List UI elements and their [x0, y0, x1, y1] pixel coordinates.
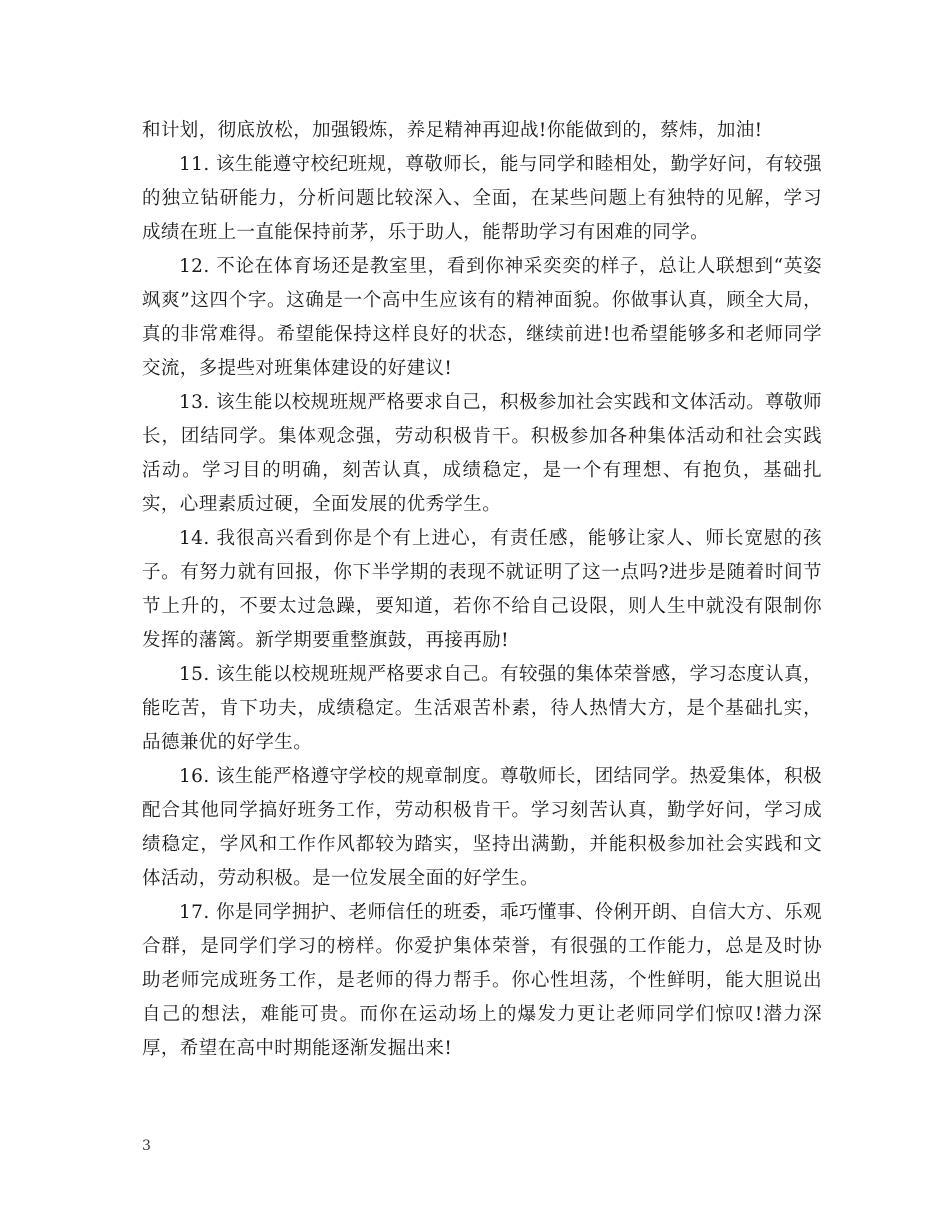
page-number: 3 [142, 1138, 151, 1154]
paragraph-item-16: 16. 该生能严格遵守学校的规章制度。尊敬师长，团结同学。热爱集体，积极配合其他同学搞好班务工作，劳动积极肯干。学习刻苦认真，勤学好问，学习成绩稳定，学风和工作作风都较为踏实，坚持出满勤，并能积极参加社会实践和文体活动，劳动积极。是一位发展全面的好学生。 [142, 766, 822, 889]
paragraph-item-12: 12. 不论在体育场还是教室里，看到你神采奕奕的样子，总让人联想到“英姿飒爽”这四个字。这确是一个高中生应该有的精神面貌。你做事认真，顾全大局，真的非常难得。希望能保持这样良好的状态，继续前进!也希望能够多和老师同学交流，多提些对班集体建设的好建议! [142, 256, 822, 379]
paragraph-item-11: 11. 该生能遵守校纪班规，尊敬师长，能与同学和睦相处，勤学好问，有较强的独立钻研能力，分析问题比较深入、全面，在某些问题上有独特的见解，学习成绩在班上一直能保持前茅，乐于助人，能帮助学习有困难的同学。 [142, 154, 822, 243]
paragraph-item-13: 13. 该生能以校规班规严格要求自己，积极参加社会实践和文体活动。尊敬师长，团结同学。集体观念强，劳动积极肯干。积极参加各种集体活动和社会实践活动。学习目的明确，刻苦认真，成绩稳定，是一个有理想、有抱负，基础扎实，心理素质过硬，全面发展的优秀学生。 [142, 392, 822, 515]
document-body [142, 114, 822, 1066]
paragraph-item-15: 15. 该生能以校规班规严格要求自己。有较强的集体荣誉感，学习态度认真，能吃苦，肯下功夫，成绩稳定。生活艰苦朴素，待人热情大方，是个基础扎实，品德兼优的好学生。 [142, 664, 822, 753]
paragraph-item-17: 17. 你是同学拥护、老师信任的班委，乖巧懂事、伶俐开朗、自信大方、乐观合群，是同学们学习的榜样。你爱护集体荣誉，有很强的工作能力，总是及时协助老师完成班务工作，是老师的得力帮手。你心性坦荡，个性鲜明，能大胆说出自己的想法，难能可贵。而你在运动场上的爆发力更让老师同学们惊叹!潜力深厚，希望在高中时期能逐渐发掘出来! [142, 902, 822, 1059]
paragraph-item-14: 14. 我很高兴看到你是个有上进心，有责任感，能够让家人、师长宽慰的孩子。有努力就有回报，你下半学期的表现不就证明了这一点吗?进步是随着时间节节上升的，不要太过急躁，要知道，若你不给自己设限，则人生中就没有限制你发挥的藩篱。新学期要重整旗鼓，再接再励! [142, 528, 822, 651]
paragraph-continuation: 和计划，彻底放松，加强锻炼，养足精神再迎战!你能做到的，蔡炜，加油! [142, 120, 763, 141]
